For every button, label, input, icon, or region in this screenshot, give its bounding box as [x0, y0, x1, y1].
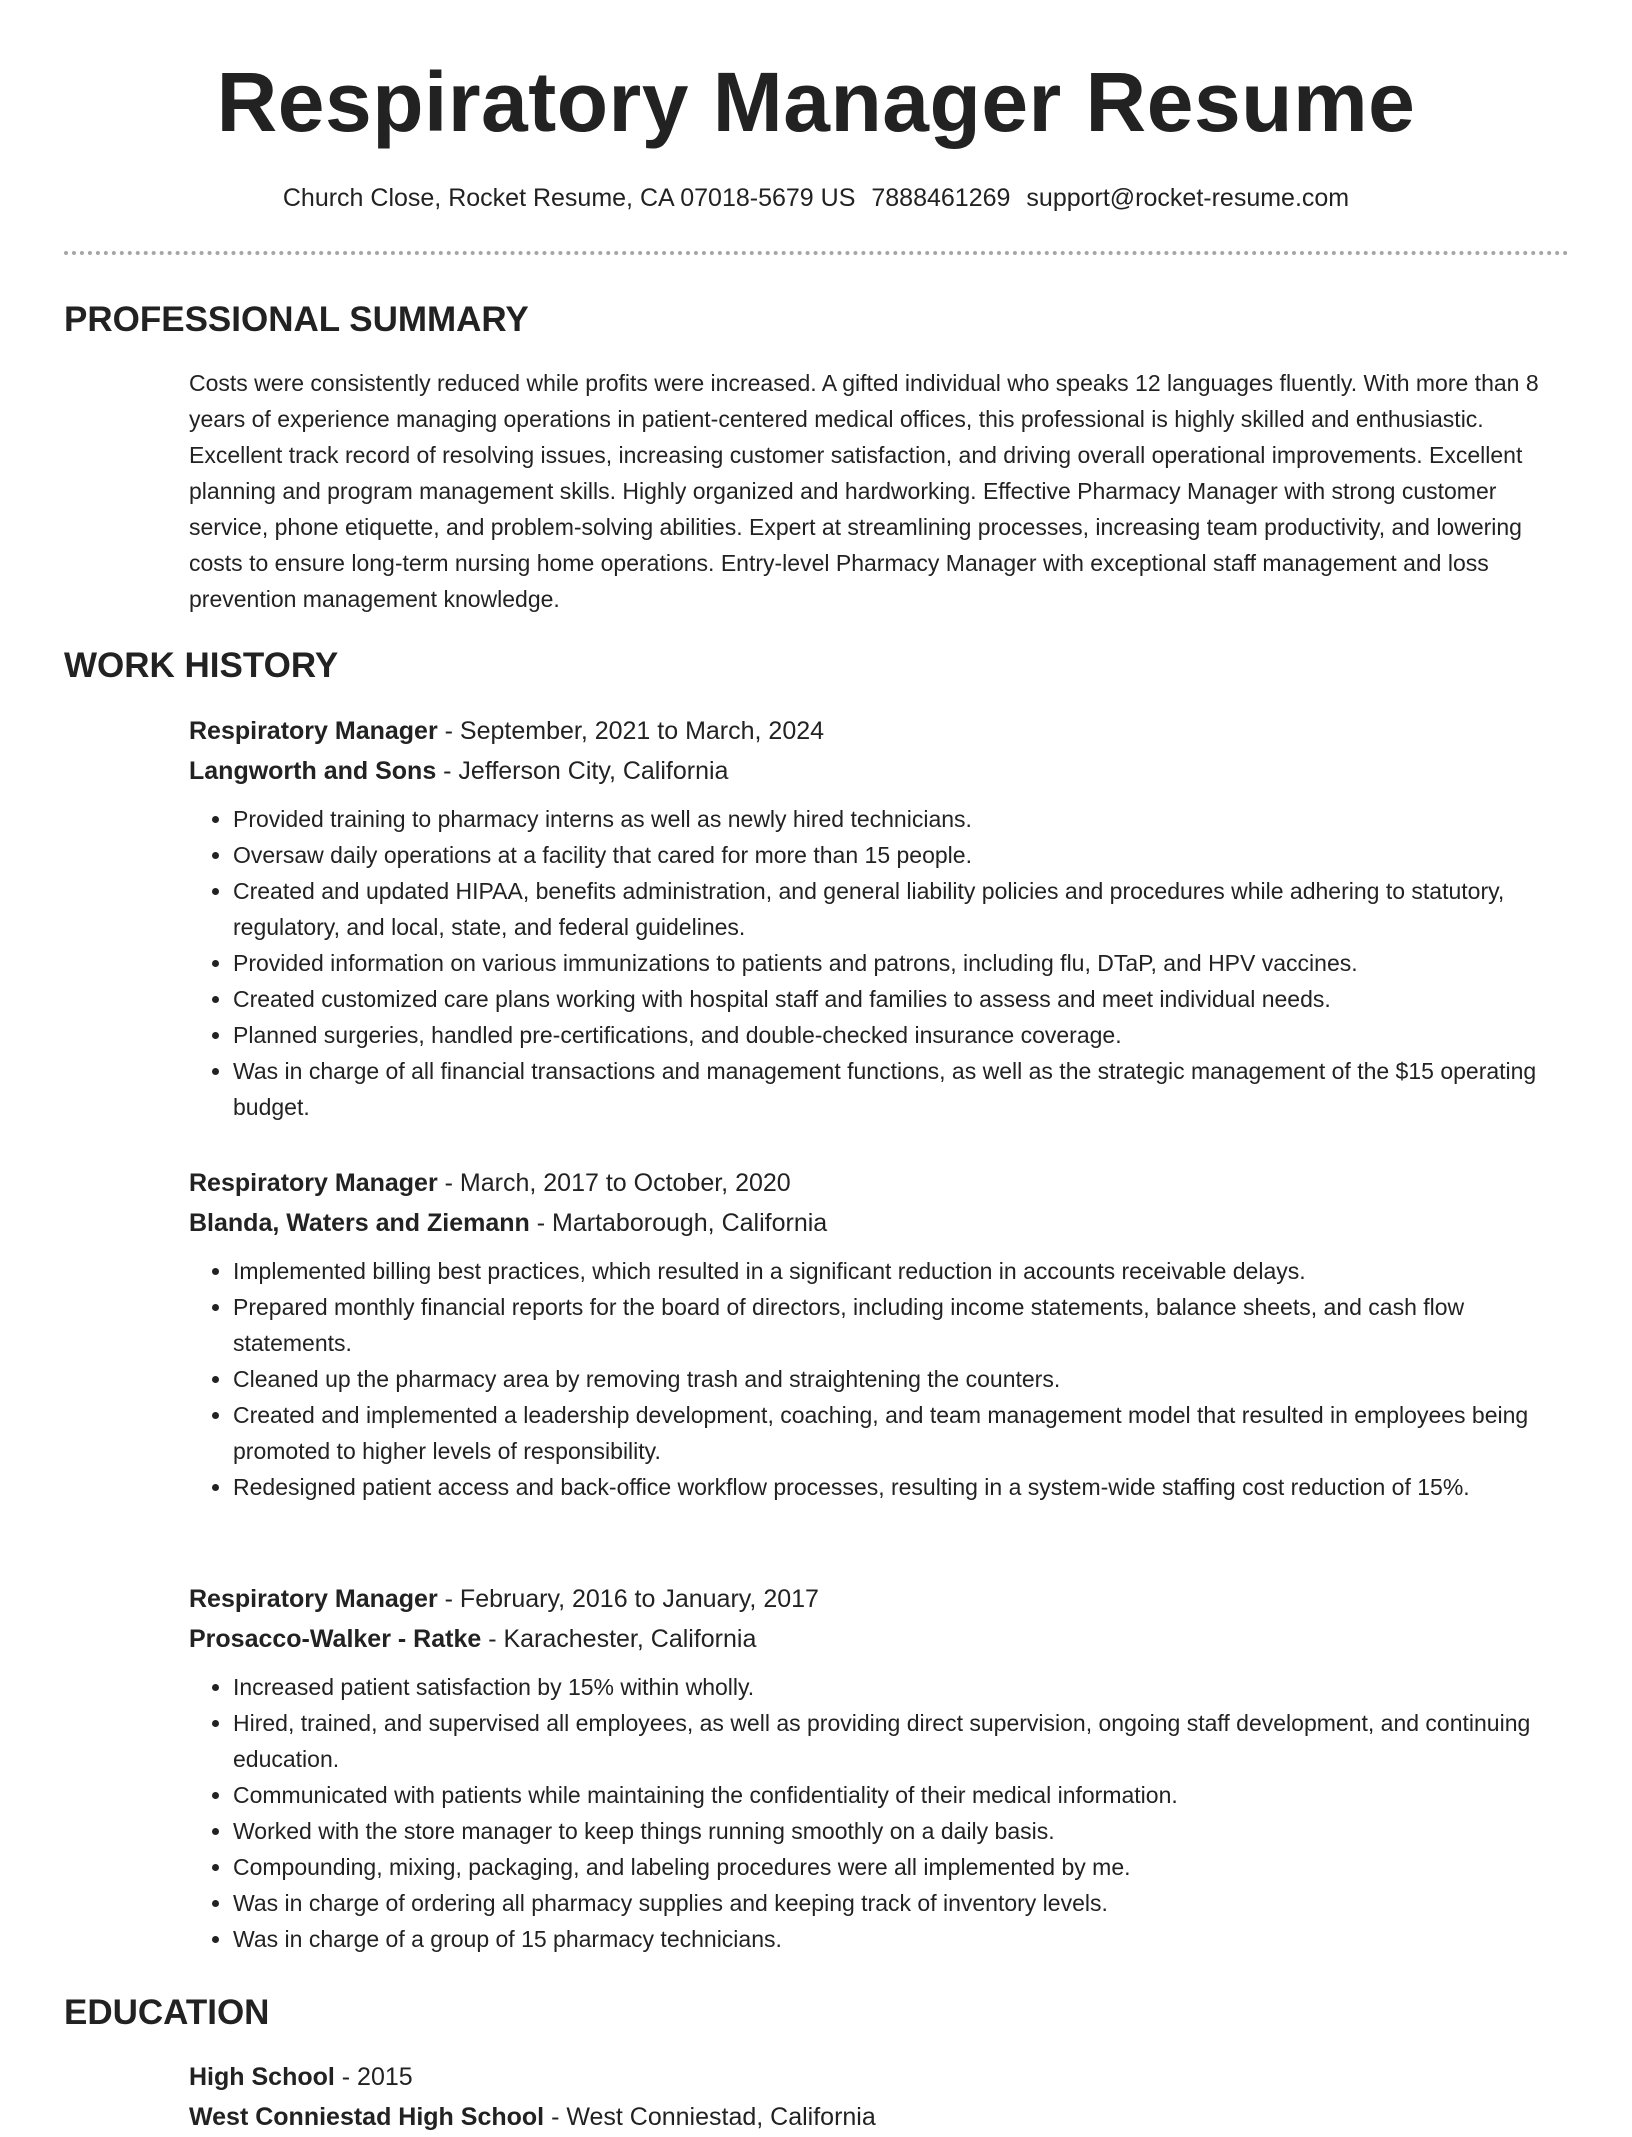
job-title-line [189, 1579, 1569, 1619]
bullet-item: • Planned surgeries, handled pre-certifications, and double-checked insurance coverage. [233, 1017, 1569, 1053]
job-dates: - February, 2016 to January, 2017 [437, 1585, 819, 1613]
job-title-line [189, 1163, 1569, 1203]
bullet-item: • Was in charge of a group of 15 pharmacy technicians. [233, 1921, 1569, 1957]
degree-year: - 2015 [334, 2063, 413, 2091]
company-location: - Jefferson City, California [436, 757, 729, 785]
bullet-item: • Created and updated HIPAA, benefits administration, and general liability policies and procedures while adhering to statutory, regulatory, and local, state, and federal guidelines. [233, 873, 1569, 945]
job-dates: - March, 2017 to October, 2020 [437, 1169, 791, 1197]
job-title-line [189, 711, 1569, 751]
job-dates: - September, 2021 to March, 2024 [437, 717, 825, 745]
company-name: Prosacco-Walker - Ratke [189, 1625, 482, 1653]
bullet-item: • Provided training to pharmacy interns as well as newly hired technicians. [233, 801, 1569, 837]
work-history-heading: WORK HISTORY [64, 646, 339, 685]
bullet-item: • Redesigned patient access and back-office workflow processes, resulting in a system-wide staffing cost reduction of 15%. [233, 1469, 1569, 1505]
bullet-item: • Was in charge of all financial transactions and management functions, as well as the strategic management of the $15 operating budget. [233, 1053, 1569, 1125]
bullet-item: • Worked with the store manager to keep things running smoothly on a daily basis. [233, 1813, 1569, 1849]
job-title: Respiratory Manager [189, 1585, 438, 1613]
education-entry [189, 2057, 1569, 2137]
school-name: West Conniestad High School [189, 2103, 545, 2131]
job-entry [189, 1579, 1569, 1957]
address-text: Church Close, Rocket Resume, CA 07018-5679 US [282, 184, 856, 212]
email-link[interactable]: support@rocket-resume.com [1026, 184, 1350, 212]
bullet-item: • Was in charge of ordering all pharmacy supplies and keeping track of inventory levels. [233, 1885, 1569, 1921]
bullet-item: • Compounding, mixing, packaging, and labeling procedures were all implemented by me. [233, 1849, 1569, 1885]
contact-info [0, 180, 1632, 216]
company-name: Blanda, Waters and Ziemann [189, 1209, 530, 1237]
job-entry [189, 711, 1569, 1125]
job-company-line [189, 1203, 1569, 1243]
bullet-item: • Hired, trained, and supervised all employees, as well as providing direct supervision, ongoing staff development, and continuing education. [233, 1705, 1569, 1777]
degree-line [189, 2057, 1569, 2097]
bullet-item: • Created customized care plans working with hospital staff and families to assess and meet individual needs. [233, 981, 1569, 1017]
bullet-item: • Oversaw daily operations at a facility that cared for more than 15 people. [233, 837, 1569, 873]
bullet-item: • Prepared monthly financial reports for the board of directors, including income statements, balance sheets, and cash flow statements. [233, 1289, 1569, 1361]
job-bullets [189, 801, 1569, 1125]
bullet-item: • Cleaned up the pharmacy area by removing trash and straightening the counters. [233, 1361, 1569, 1397]
summary-heading: PROFESSIONAL SUMMARY [64, 300, 529, 339]
degree-name: High School [189, 2063, 335, 2091]
job-company-line [189, 751, 1569, 791]
school-line [189, 2097, 1569, 2137]
bullet-item: • Provided information on various immunizations to patients and patrons, including flu, DTaP, and HPV vaccines. [233, 945, 1569, 981]
company-location: - Karachester, California [481, 1625, 757, 1653]
resume-title: Respiratory Manager Resume [216, 55, 1416, 149]
company-location: - Martaborough, California [529, 1209, 828, 1237]
job-bullets [189, 1669, 1569, 1957]
phone-text: 7888461269 [871, 184, 1011, 212]
job-company-line [189, 1619, 1569, 1659]
bullet-item: • Communicated with patients while maintaining the confidentiality of their medical information. [233, 1777, 1569, 1813]
job-title: Respiratory Manager [189, 717, 438, 745]
summary-text: Costs were consistently reduced while profits were increased. A gifted individual who speaks 12 languages fluently. With more than 8 years of experience managing operations in patient-centered medical offices, this professional is highly skilled and enthusiastic. Excellent track record of resolving issues, increasing customer satisfaction, and driving overall operational improvements. Excellent planning and program management skills. Highly organized and hardworking. Effective Pharmacy Manager with strong customer service, phone etiquette, and problem-solving abilities. Expert at streamlining processes, increasing team productivity, and lowering costs to ensure long-term nursing home operations. Entry-level Pharmacy Manager with exceptional staff management and loss prevention management knowledge. [189, 370, 1539, 612]
school-location: - West Conniestad, California [544, 2103, 876, 2131]
company-name: Langworth and Sons [189, 757, 437, 785]
header-divider [64, 251, 1569, 255]
job-title: Respiratory Manager [189, 1169, 438, 1197]
job-bullets [189, 1253, 1569, 1505]
bullet-item: • Created and implemented a leadership development, coaching, and team management model that resulted in employees being promoted to higher levels of responsibility. [233, 1397, 1569, 1469]
bullet-item: • Implemented billing best practices, which resulted in a significant reduction in accounts receivable delays. [233, 1253, 1569, 1289]
job-entry [189, 1163, 1569, 1505]
education-heading: EDUCATION [64, 1993, 270, 2032]
bullet-item: • Increased patient satisfaction by 15% within wholly. [233, 1669, 1569, 1705]
summary-section [189, 365, 1569, 617]
